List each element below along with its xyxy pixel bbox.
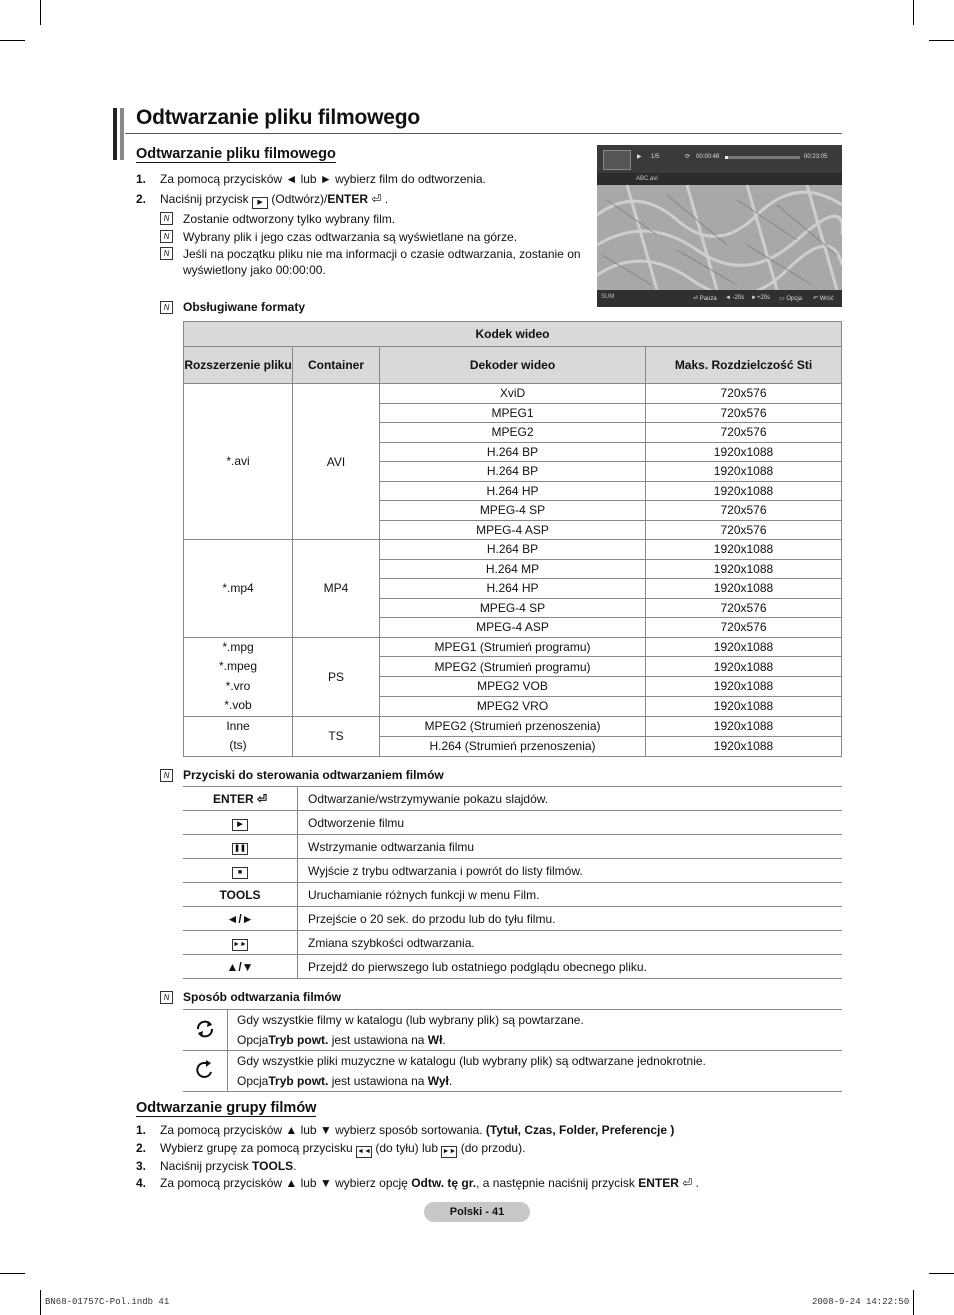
pause-key-icon: ❚❚ <box>232 843 248 855</box>
device-name: SUM <box>601 294 615 300</box>
decoder-cell: MPEG-4 SP <box>380 598 646 618</box>
film-icon <box>603 150 631 170</box>
crop-mark <box>913 0 914 25</box>
note-icon: N <box>160 301 173 314</box>
repeat-all-icon <box>192 1017 218 1041</box>
resolution-cell: 1920x1088 <box>646 481 842 501</box>
decoder-cell: MPEG2 VOB <box>380 677 646 697</box>
ext-cell: *.avi <box>184 384 293 540</box>
ext-cell: *.mpg *.mpeg *.vro *.vob <box>184 637 293 716</box>
codec-row <box>184 716 842 736</box>
control-row: ❚❚ Wstrzymanie odtwarzania filmu <box>183 835 842 859</box>
resolution-cell: 1920x1088 <box>646 579 842 599</box>
tv-screenshot <box>597 145 842 307</box>
control-row: ENTER ⏎ Odtwarzanie/wstrzymywanie pokazu slajdów. <box>183 787 842 811</box>
resolution-cell: 720x576 <box>646 618 842 638</box>
resolution-cell: 1920x1088 <box>646 716 842 736</box>
crop-mark <box>0 40 25 41</box>
enter-icon: ⏎ <box>368 192 382 206</box>
hint-forward: ►+20s <box>751 295 771 301</box>
resolution-cell: 1920x1088 <box>646 696 842 716</box>
decoder-cell: MPEG-4 ASP <box>380 618 646 638</box>
note-icon: N <box>160 247 173 260</box>
codec-row <box>184 540 842 560</box>
file-name: ABC.avi <box>636 176 658 182</box>
resolution-cell: 720x576 <box>646 384 842 404</box>
play-key-icon: ▶ <box>252 197 268 209</box>
footer-right: 2008-9-24 14:22:50 <box>812 1297 910 1307</box>
decoder-cell: MPEG-4 SP <box>380 501 646 521</box>
title-bars <box>113 108 125 160</box>
playmode-table <box>183 1009 842 1092</box>
resolution-cell: 1920x1088 <box>646 540 842 560</box>
col-decoder: Dekoder wideo <box>380 347 646 384</box>
crop-mark <box>0 1273 25 1274</box>
decoder-cell: MPEG1 (Strumień programu) <box>380 637 646 657</box>
decoder-cell: MPEG2 VRO <box>380 696 646 716</box>
note-icon: N <box>160 991 173 1004</box>
resolution-cell: 1920x1088 <box>646 657 842 677</box>
resolution-cell: 720x576 <box>646 423 842 443</box>
container-cell: AVI <box>293 384 380 540</box>
control-row: ■ Wyjście z trybu odtwarzania i powrót do listy filmów. <box>183 859 842 883</box>
codec-header: Kodek wideo <box>184 322 842 347</box>
decoder-cell: H.264 BP <box>380 540 646 560</box>
play-indicator-icon: ▶ <box>637 154 642 160</box>
rewind-key-icon: ◄◄ <box>356 1146 372 1158</box>
decoder-cell: H.264 BP <box>380 462 646 482</box>
resolution-cell: 1920x1088 <box>646 637 842 657</box>
decoder-cell: MPEG2 (Strumień przenoszenia) <box>380 716 646 736</box>
col-res: Maks. Rozdzielczość Sti <box>646 347 842 384</box>
hint-back: ◄ -20s <box>725 295 745 301</box>
col-container: Container <box>293 347 380 384</box>
hint-pause: ⏎ Pauza <box>693 296 717 302</box>
decoder-cell: MPEG1 <box>380 403 646 423</box>
decoder-cell: XviD <box>380 384 646 404</box>
crop-mark <box>40 1290 41 1315</box>
footer-left: BN68-01757C-Pol.indb 41 <box>45 1297 170 1307</box>
note-icon: N <box>160 230 173 243</box>
crop-mark <box>40 0 41 25</box>
hint-return: ↶ Wróć <box>813 296 834 302</box>
decoder-cell: H.264 HP <box>380 481 646 501</box>
control-row: ►► Zmiana szybkości odtwarzania. <box>183 931 842 955</box>
col-ext: Rozszerzenie pliku <box>184 347 293 384</box>
progress-bar <box>725 156 800 159</box>
container-cell: MP4 <box>293 540 380 638</box>
repeat-one-icon <box>192 1058 218 1082</box>
decoder-cell: MPEG2 (Strumień programu) <box>380 657 646 677</box>
page-number: Polski - 41 <box>424 1202 530 1222</box>
crop-mark <box>929 1273 954 1274</box>
stop-key-icon: ■ <box>232 867 248 879</box>
decoder-cell: H.264 HP <box>380 579 646 599</box>
resolution-cell: 1920x1088 <box>646 736 842 756</box>
section-title: Odtwarzanie pliku filmowego <box>136 146 336 162</box>
playmode-row: Gdy wszystkie filmy w katalogu (lub wybrany plik) są powtarzane. OpcjaTryb powt. jest ustawiona na Wł. <box>183 1010 842 1051</box>
resolution-cell: 1920x1088 <box>646 559 842 579</box>
enter-icon: ⏎ <box>253 791 268 806</box>
title-rule <box>125 133 842 134</box>
ext-cell: *.mp4 <box>184 540 293 638</box>
resolution-cell: 720x576 <box>646 598 842 618</box>
control-row: ▶ Odtworzenie filmu <box>183 811 842 835</box>
play-key-icon: ▶ <box>232 819 248 831</box>
note-icon: N <box>160 769 173 782</box>
controls-table <box>183 786 842 979</box>
decoder-cell: H.264 BP <box>380 442 646 462</box>
codec-row <box>184 384 842 404</box>
crop-mark <box>913 1290 914 1315</box>
container-cell: PS <box>293 637 380 716</box>
codec-row <box>184 637 842 657</box>
decoder-cell: H.264 MP <box>380 559 646 579</box>
elapsed-time: 00:00:48 <box>696 154 720 160</box>
playmode-row: Gdy wszystkie pliki muzyczne w katalogu (lub wybrany plik) są odtwarzane jednokrotnie. OpcjaTryb powt. jest ustawiona na Wył. <box>183 1051 842 1092</box>
section-title: Odtwarzanie grupy filmów <box>136 1100 317 1116</box>
page-title: Odtwarzanie pliku filmowego <box>136 106 420 129</box>
file-counter: 1/5 <box>651 154 660 160</box>
fast-forward-key-icon: ►► <box>441 1146 457 1158</box>
control-row: ▲/▼ Przejdź do pierwszego lub ostatniego podglądu obecnego pliku. <box>183 955 842 979</box>
resolution-cell: 1920x1088 <box>646 462 842 482</box>
decoder-cell: MPEG-4 ASP <box>380 520 646 540</box>
container-cell: TS <box>293 716 380 756</box>
resolution-cell: 720x576 <box>646 501 842 521</box>
resolution-cell: 720x576 <box>646 520 842 540</box>
codec-table <box>183 321 842 757</box>
repeat-icon: ⟳ <box>685 154 691 160</box>
hint-option: ▭ Opcja <box>779 296 803 302</box>
total-time: 00:23:05 <box>804 154 828 160</box>
decoder-cell: H.264 (Strumień przenoszenia) <box>380 736 646 756</box>
enter-icon: ⏎ <box>678 1176 693 1190</box>
crop-mark <box>929 40 954 41</box>
resolution-cell: 1920x1088 <box>646 442 842 462</box>
control-row: ◄/► Przejście o 20 sek. do przodu lub do tyłu filmu. <box>183 907 842 931</box>
control-row: TOOLS Uruchamianie różnych funkcji w menu Film. <box>183 883 842 907</box>
ext-cell: Inne (ts) <box>184 716 293 756</box>
decoder-cell: MPEG2 <box>380 423 646 443</box>
note-icon: N <box>160 212 173 225</box>
fast-forward-key-icon: ►► <box>232 939 248 951</box>
resolution-cell: 1920x1088 <box>646 677 842 697</box>
resolution-cell: 720x576 <box>646 403 842 423</box>
